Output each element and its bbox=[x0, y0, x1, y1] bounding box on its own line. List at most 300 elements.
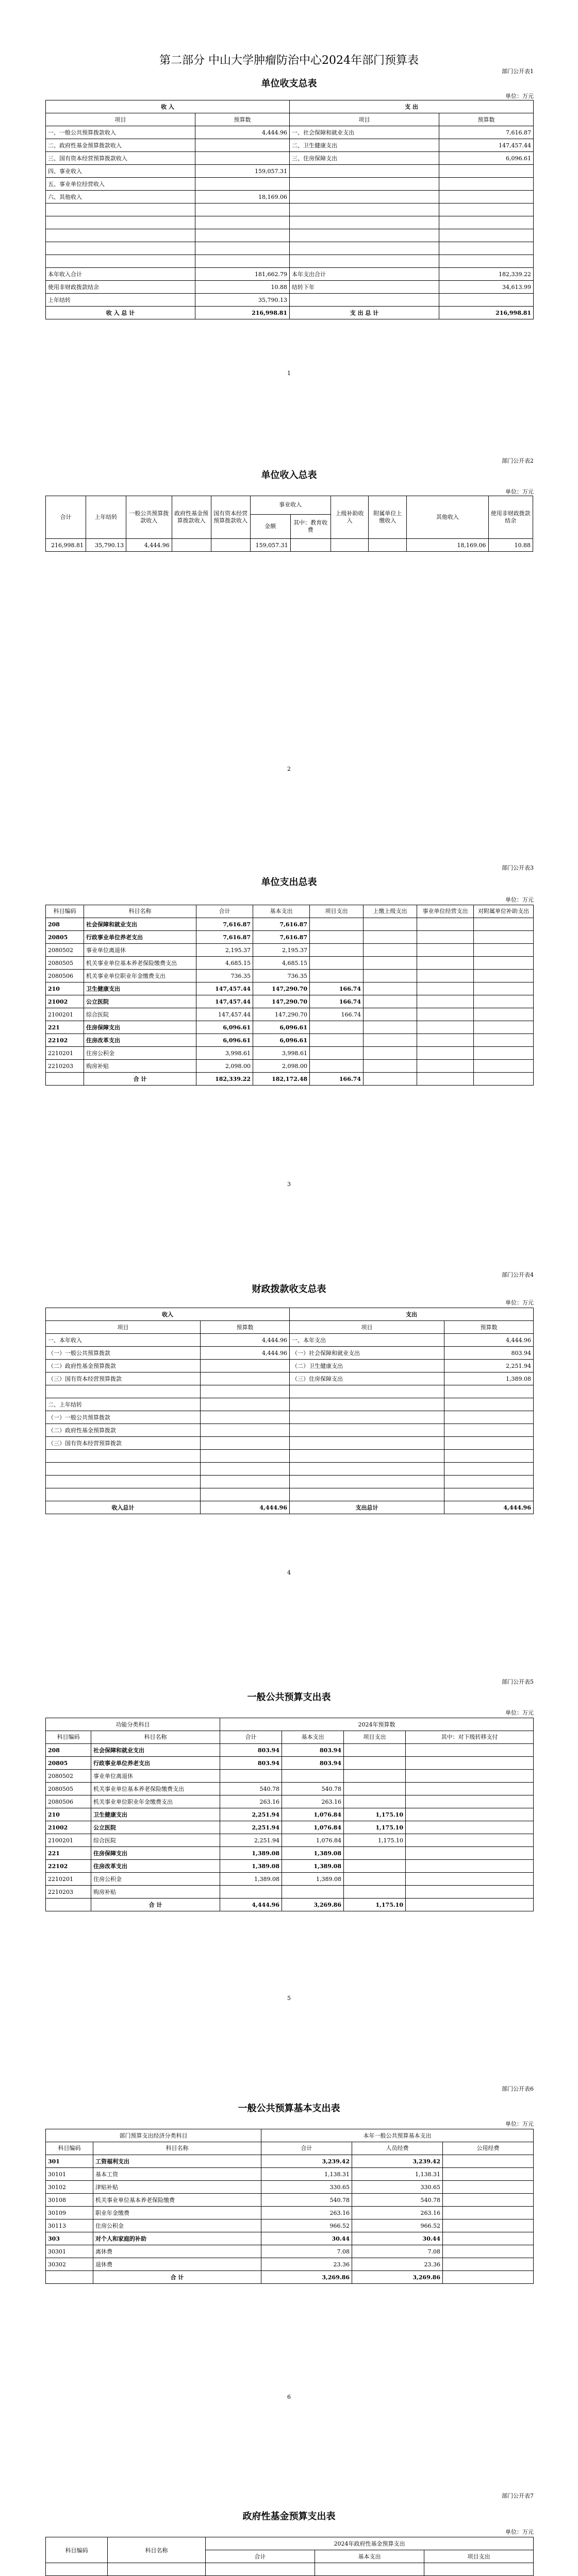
table-cell bbox=[206, 2563, 315, 2576]
table-cell: （二）政府性基金预算拨款 bbox=[46, 1360, 201, 1372]
table-row bbox=[46, 152, 534, 165]
table-cell bbox=[439, 165, 534, 178]
table-row bbox=[46, 2563, 534, 2576]
table-cell bbox=[201, 1411, 290, 1424]
table-row bbox=[46, 2258, 534, 2271]
table-cell bbox=[290, 216, 439, 229]
table-cell: 803.94 bbox=[282, 1757, 344, 1770]
table-cell bbox=[290, 1385, 444, 1398]
table-cell: 736.35 bbox=[253, 970, 310, 982]
table-cell bbox=[417, 1060, 474, 1073]
col-header: 项目 bbox=[290, 1321, 444, 1334]
table-cell bbox=[439, 191, 534, 204]
unit-label: 单位：万元 bbox=[505, 896, 534, 903]
table-row bbox=[46, 1450, 534, 1463]
unit-label: 单位：万元 bbox=[505, 2529, 534, 2535]
table-corner-label: 部门公开表5 bbox=[502, 1679, 534, 1685]
table-cell: （三）住房保障支出 bbox=[290, 1372, 444, 1385]
table-cell bbox=[310, 931, 364, 944]
table-row bbox=[46, 268, 534, 281]
table-cell: 住房公积金 bbox=[93, 2219, 261, 2232]
table-cell: 208 bbox=[46, 918, 84, 931]
table-cell: 收入总计 bbox=[46, 1501, 201, 1514]
table-cell bbox=[46, 2271, 93, 2284]
col-header: 科目名称 bbox=[84, 905, 196, 918]
government-fund-table bbox=[45, 2537, 534, 2576]
table-cell bbox=[444, 1424, 534, 1437]
table-cell bbox=[443, 2181, 534, 2194]
table-cell bbox=[444, 1463, 534, 1476]
table-cell: 7,616.87 bbox=[439, 126, 534, 139]
expense-header: 支 出 bbox=[290, 100, 534, 113]
table-row bbox=[46, 2207, 534, 2219]
table-cell bbox=[369, 539, 407, 552]
table-cell: 147,457.44 bbox=[196, 1008, 253, 1021]
table-cell: 购房补贴 bbox=[91, 1886, 220, 1899]
table-cell: 330.65 bbox=[261, 2181, 352, 2194]
table-cell: 540.78 bbox=[261, 2194, 352, 2207]
table-cell: 6,096.61 bbox=[196, 1021, 253, 1034]
table-cell: 330.65 bbox=[352, 2181, 443, 2194]
table-cell bbox=[46, 255, 195, 268]
col-header: 合计 bbox=[196, 905, 253, 918]
table-cell bbox=[310, 1034, 364, 1047]
table-cell: 2,195.37 bbox=[196, 944, 253, 957]
table-cell bbox=[290, 1476, 444, 1488]
col-header: 对附属单位补助支出 bbox=[474, 905, 534, 918]
table-cell: 合 计 bbox=[91, 1899, 220, 1911]
table-cell bbox=[46, 1385, 201, 1398]
table-cell bbox=[443, 2194, 534, 2207]
col-header: 预算数 bbox=[444, 1321, 534, 1334]
table-cell bbox=[310, 944, 364, 957]
table-cell: 21002 bbox=[46, 1821, 91, 1834]
table-cell: 事业单位离退休 bbox=[91, 1770, 220, 1783]
table-row bbox=[46, 294, 534, 307]
col-header: 一般公共预算拨款收入 bbox=[126, 496, 172, 539]
table-cell: 30101 bbox=[46, 2168, 93, 2181]
table-row bbox=[46, 1744, 534, 1757]
table-cell: 1,138.31 bbox=[261, 2168, 352, 2181]
table-cell: 20805 bbox=[46, 931, 84, 944]
col-header: 合计 bbox=[46, 496, 86, 539]
table-cell bbox=[364, 957, 417, 970]
table-cell bbox=[474, 1073, 534, 1086]
table-cell: 803.94 bbox=[220, 1744, 282, 1757]
table-cell: 30108 bbox=[46, 2194, 93, 2207]
table-cell: 住房改革支出 bbox=[84, 1034, 196, 1047]
col-header: 预算数 bbox=[439, 113, 534, 126]
table-cell: 1,076.84 bbox=[282, 1808, 344, 1821]
table-cell: 2080502 bbox=[46, 1770, 91, 1783]
table-cell: 35,790.13 bbox=[86, 539, 126, 552]
table-cell bbox=[439, 294, 534, 307]
table-cell bbox=[46, 2563, 108, 2576]
table-row bbox=[46, 1899, 534, 1911]
table-cell bbox=[424, 2563, 534, 2576]
table-title: 单位收入总表 bbox=[261, 470, 317, 481]
table-cell: 7.08 bbox=[352, 2245, 443, 2258]
table-cell: 22102 bbox=[46, 1860, 91, 1873]
table-cell: 五、事业单位经营收入 bbox=[46, 178, 195, 191]
table-row bbox=[46, 957, 534, 970]
table-cell: 合 计 bbox=[93, 2271, 261, 2284]
table-cell bbox=[417, 918, 474, 931]
table-row bbox=[46, 191, 534, 204]
table-cell: （一）一般公共预算拨款 bbox=[46, 1347, 201, 1360]
table-row bbox=[46, 255, 534, 268]
table-cell bbox=[195, 178, 290, 191]
table-cell bbox=[417, 944, 474, 957]
expenditure-summary-table bbox=[45, 905, 534, 1086]
table-cell: 津贴补贴 bbox=[93, 2181, 261, 2194]
table-row bbox=[46, 2155, 534, 2168]
table-row bbox=[46, 1501, 534, 1514]
table-cell: 职业年金缴费 bbox=[93, 2207, 261, 2219]
table-cell bbox=[46, 229, 195, 242]
table-cell bbox=[201, 1437, 290, 1450]
col-header: 事业单位经营支出 bbox=[417, 905, 474, 918]
table-cell: 上年结转 bbox=[46, 294, 195, 307]
col-header: 上级补助收入 bbox=[331, 496, 369, 539]
table-cell: 二、卫生健康支出 bbox=[290, 139, 439, 152]
table-cell: 二、上年结转 bbox=[46, 1398, 201, 1411]
table-cell: 机关事业单位基本养老保险缴费 bbox=[93, 2194, 261, 2207]
table-cell bbox=[290, 1424, 444, 1437]
col-header: 项目 bbox=[46, 113, 195, 126]
page-3 bbox=[0, 814, 578, 1221]
table-row bbox=[46, 1860, 534, 1873]
table-cell bbox=[406, 1873, 534, 1886]
table-row bbox=[46, 1834, 534, 1847]
table-cell bbox=[406, 1757, 534, 1770]
table-cell: 10.88 bbox=[195, 281, 290, 294]
table-cell: 147,457.44 bbox=[439, 139, 534, 152]
table-row bbox=[46, 1437, 534, 1450]
table-cell bbox=[46, 1450, 201, 1463]
table-cell: 基本工资 bbox=[93, 2168, 261, 2181]
table-cell bbox=[444, 1437, 534, 1450]
table-cell bbox=[310, 970, 364, 982]
table-row bbox=[46, 1372, 534, 1385]
table-cell bbox=[220, 1770, 282, 1783]
table-row bbox=[46, 242, 534, 255]
table-cell bbox=[444, 1476, 534, 1488]
table-cell: （三）国有资本经营预算拨款 bbox=[46, 1437, 201, 1450]
table-cell: （一）一般公共预算拨款 bbox=[46, 1411, 201, 1424]
table-cell: 4,444.96 bbox=[201, 1501, 290, 1514]
table-cell: 4,444.96 bbox=[201, 1334, 290, 1347]
table-cell bbox=[108, 2563, 206, 2576]
col-header: 项目支出 bbox=[344, 1731, 406, 1744]
table-row bbox=[46, 1873, 534, 1886]
table-cell: 2210203 bbox=[46, 1060, 84, 1073]
table-cell: 182,172.48 bbox=[253, 1073, 310, 1086]
group-header: 2024年预算数 bbox=[220, 1718, 534, 1731]
table-cell bbox=[46, 1899, 91, 1911]
col-header: 国有资本经营预算拨款收入 bbox=[211, 496, 250, 539]
table-cell bbox=[46, 216, 195, 229]
table-cell bbox=[406, 1783, 534, 1795]
table-cell: 3,269.86 bbox=[352, 2271, 443, 2284]
col-header: 科目名称 bbox=[91, 1731, 220, 1744]
table-cell: 147,290.70 bbox=[253, 982, 310, 995]
unit-label: 单位：万元 bbox=[505, 93, 534, 99]
page-5 bbox=[0, 1628, 578, 2035]
table-row bbox=[46, 2232, 534, 2245]
table-cell: 263.16 bbox=[261, 2207, 352, 2219]
page-number: 3 bbox=[287, 1181, 291, 1188]
table-cell bbox=[474, 970, 534, 982]
table-cell: 2,098.00 bbox=[253, 1060, 310, 1073]
table-title: 单位收支总表 bbox=[261, 78, 317, 89]
col-header: 其中：教育收费 bbox=[290, 514, 331, 538]
table-cell: 机关事业单位基本养老保险缴费支出 bbox=[91, 1783, 220, 1795]
table-cell bbox=[290, 1437, 444, 1450]
page-7 bbox=[0, 2442, 578, 2576]
table-row bbox=[46, 1034, 534, 1047]
table-cell bbox=[406, 1821, 534, 1834]
page-number: 5 bbox=[287, 1995, 291, 2002]
table-cell bbox=[282, 1770, 344, 1783]
table-cell: 1,389.08 bbox=[282, 1847, 344, 1860]
table-cell: 30301 bbox=[46, 2245, 93, 2258]
table-row bbox=[46, 970, 534, 982]
table-cell: 行政事业单位养老支出 bbox=[84, 931, 196, 944]
table-cell bbox=[444, 1398, 534, 1411]
group-header: 功能分类科目 bbox=[46, 1718, 220, 1731]
unit-label: 单位：万元 bbox=[505, 1709, 534, 1716]
table-cell: 公立医院 bbox=[91, 1821, 220, 1834]
table-row bbox=[46, 204, 534, 216]
table-row bbox=[46, 1821, 534, 1834]
table-cell: 540.78 bbox=[282, 1783, 344, 1795]
table-cell: 卫生健康支出 bbox=[91, 1808, 220, 1821]
col-header: 预算数 bbox=[195, 113, 290, 126]
table-cell: 2100201 bbox=[46, 1834, 91, 1847]
table-cell bbox=[364, 918, 417, 931]
table-cell bbox=[444, 1385, 534, 1398]
col-header: 其中：对下级转移支付 bbox=[406, 1731, 534, 1744]
table-cell: 4,444.96 bbox=[126, 539, 172, 552]
table-cell bbox=[364, 944, 417, 957]
general-budget-expenditure-table bbox=[45, 1718, 534, 1911]
table-cell: 收 入 总 计 bbox=[46, 307, 195, 319]
table-cell bbox=[290, 1398, 444, 1411]
table-cell bbox=[290, 294, 439, 307]
table-cell: 四、事业收入 bbox=[46, 165, 195, 178]
table-cell bbox=[201, 1424, 290, 1437]
table-cell: 23.36 bbox=[261, 2258, 352, 2271]
table-cell: 166.74 bbox=[310, 1073, 364, 1086]
income-header: 收 入 bbox=[46, 100, 290, 113]
table-cell: 行政事业单位养老支出 bbox=[91, 1757, 220, 1770]
table-cell: 4,444.96 bbox=[444, 1334, 534, 1347]
col-header: 科目名称 bbox=[108, 2537, 206, 2563]
table-cell bbox=[443, 2245, 534, 2258]
table-cell bbox=[406, 1808, 534, 1821]
table-cell: 综合医院 bbox=[91, 1834, 220, 1847]
table-cell bbox=[443, 2219, 534, 2232]
table-cell: 3,998.61 bbox=[196, 1047, 253, 1060]
table-cell: 6,096.61 bbox=[196, 1034, 253, 1047]
table-cell: 6,096.61 bbox=[253, 1021, 310, 1034]
table-cell bbox=[344, 1744, 406, 1757]
table-cell: （三）国有资本经营预算拨款 bbox=[46, 1372, 201, 1385]
table-cell: 803.94 bbox=[220, 1757, 282, 1770]
table-cell: 1,389.08 bbox=[220, 1860, 282, 1873]
table-row bbox=[46, 1783, 534, 1795]
table-cell: 支出总计 bbox=[290, 1501, 444, 1514]
table-cell: 对个人和家庭的补助 bbox=[93, 2232, 261, 2245]
table-row bbox=[46, 216, 534, 229]
table-row bbox=[46, 1795, 534, 1808]
table-cell: 10.88 bbox=[488, 539, 533, 552]
table-row bbox=[46, 281, 534, 294]
group-header: 本年一般公共预算基本支出 bbox=[261, 2129, 534, 2142]
table-cell: 263.16 bbox=[220, 1795, 282, 1808]
table-title: 财政拨款收支总表 bbox=[252, 1284, 326, 1295]
table-cell: 2080506 bbox=[46, 970, 84, 982]
table-cell: 结转下年 bbox=[290, 281, 439, 294]
table-cell bbox=[406, 1744, 534, 1757]
table-cell: 公立医院 bbox=[84, 995, 196, 1008]
table-cell bbox=[290, 255, 439, 268]
table-cell: 2080505 bbox=[46, 1783, 91, 1795]
table-cell bbox=[344, 1795, 406, 1808]
table-cell: 6,096.61 bbox=[439, 152, 534, 165]
table-cell bbox=[474, 1021, 534, 1034]
table-cell: 303 bbox=[46, 2232, 93, 2245]
table-cell: 3,269.86 bbox=[261, 2271, 352, 2284]
table-row bbox=[46, 2219, 534, 2232]
table-cell: 住房保障支出 bbox=[91, 1847, 220, 1860]
table-corner-label: 部门公开表7 bbox=[502, 2493, 534, 2499]
table-cell: 社会保障和就业支出 bbox=[91, 1744, 220, 1757]
table-cell bbox=[290, 1463, 444, 1476]
table-cell bbox=[201, 1476, 290, 1488]
table-cell bbox=[417, 1047, 474, 1060]
table-cell: 30.44 bbox=[261, 2232, 352, 2245]
table-cell bbox=[417, 1034, 474, 1047]
unit-label: 单位：万元 bbox=[505, 2121, 534, 2127]
table-cell bbox=[364, 1047, 417, 1060]
table-cell bbox=[443, 2168, 534, 2181]
income-expenditure-table bbox=[45, 100, 534, 319]
table-cell: 20805 bbox=[46, 1757, 91, 1770]
table-cell: 一、本年支出 bbox=[290, 1334, 444, 1347]
table-cell: 一、社会保障和就业支出 bbox=[290, 126, 439, 139]
table-cell bbox=[220, 1886, 282, 1899]
table-cell bbox=[474, 1047, 534, 1060]
table-cell bbox=[406, 1860, 534, 1873]
table-cell bbox=[310, 1047, 364, 1060]
table-cell bbox=[474, 944, 534, 957]
table-cell: 机关事业单位基本养老保险缴费支出 bbox=[84, 957, 196, 970]
table-cell: 2,251.94 bbox=[220, 1834, 282, 1847]
table-cell: 三、住房保障支出 bbox=[290, 152, 439, 165]
table-cell bbox=[290, 242, 439, 255]
table-cell: 工资福利支出 bbox=[93, 2155, 261, 2168]
table-cell bbox=[439, 242, 534, 255]
table-cell: 一、本年收入 bbox=[46, 1334, 201, 1347]
table-cell bbox=[406, 1770, 534, 1783]
table-cell: （一）社会保障和就业支出 bbox=[290, 1347, 444, 1360]
table-cell: 住房公积金 bbox=[91, 1873, 220, 1886]
table-cell bbox=[417, 957, 474, 970]
table-cell: 三、国有资本经营预算拨款收入 bbox=[46, 152, 195, 165]
table-cell bbox=[344, 1757, 406, 1770]
table-cell: 182,339.22 bbox=[196, 1073, 253, 1086]
table-row bbox=[46, 1385, 534, 1398]
table-cell bbox=[443, 2232, 534, 2245]
table-cell bbox=[417, 970, 474, 982]
col-header: 金额 bbox=[250, 514, 290, 538]
table-cell: 540.78 bbox=[220, 1783, 282, 1795]
table-cell: 22102 bbox=[46, 1034, 84, 1047]
expense-header: 支出 bbox=[290, 1308, 534, 1321]
table-row bbox=[46, 2271, 534, 2284]
table-row bbox=[46, 178, 534, 191]
table-cell: 7,616.87 bbox=[253, 918, 310, 931]
table-corner-label: 部门公开表4 bbox=[502, 1272, 534, 1278]
table-cell: 540.78 bbox=[352, 2194, 443, 2207]
table-cell bbox=[46, 1073, 84, 1086]
table-cell: 803.94 bbox=[282, 1744, 344, 1757]
table-cell: 1,389.08 bbox=[220, 1873, 282, 1886]
fiscal-income-expenditure-table bbox=[45, 1308, 534, 1514]
table-cell: 147,457.44 bbox=[196, 995, 253, 1008]
table-cell: 2,251.94 bbox=[220, 1808, 282, 1821]
table-cell: （二）政府性基金预算拨款 bbox=[46, 1424, 201, 1437]
page-1 bbox=[0, 0, 578, 407]
table-row bbox=[46, 1411, 534, 1424]
table-cell bbox=[439, 229, 534, 242]
table-cell: 301 bbox=[46, 2155, 93, 2168]
table-cell: 社会保障和就业支出 bbox=[84, 918, 196, 931]
table-cell: 综合医院 bbox=[84, 1008, 196, 1021]
table-cell bbox=[364, 931, 417, 944]
table-cell: 2080505 bbox=[46, 957, 84, 970]
table-cell bbox=[290, 204, 439, 216]
table-cell: 210 bbox=[46, 982, 84, 995]
table-cell bbox=[406, 1834, 534, 1847]
table-cell: 4,444.96 bbox=[444, 1501, 534, 1514]
table-cell: 住房保障支出 bbox=[84, 1021, 196, 1034]
col-header: 预算数 bbox=[201, 1321, 290, 1334]
table-cell: 166.74 bbox=[310, 982, 364, 995]
table-cell bbox=[364, 1060, 417, 1073]
table-cell bbox=[201, 1398, 290, 1411]
table-cell bbox=[290, 165, 439, 178]
table-cell bbox=[290, 539, 331, 552]
table-row bbox=[46, 1060, 534, 1073]
table-cell: 3,239.42 bbox=[261, 2155, 352, 2168]
table-cell bbox=[310, 957, 364, 970]
table-cell: 离休费 bbox=[93, 2245, 261, 2258]
table-cell bbox=[474, 918, 534, 931]
col-header: 科目名称 bbox=[93, 2142, 261, 2155]
table-cell bbox=[344, 1886, 406, 1899]
col-header: 项目支出 bbox=[310, 905, 364, 918]
table-cell bbox=[46, 1463, 201, 1476]
col-header: 政府性基金预算拨款收入 bbox=[172, 496, 211, 539]
table-cell bbox=[364, 1034, 417, 1047]
table-cell: 147,290.70 bbox=[253, 995, 310, 1008]
table-cell bbox=[364, 995, 417, 1008]
page-number: 6 bbox=[287, 2394, 291, 2400]
table-cell bbox=[201, 1385, 290, 1398]
